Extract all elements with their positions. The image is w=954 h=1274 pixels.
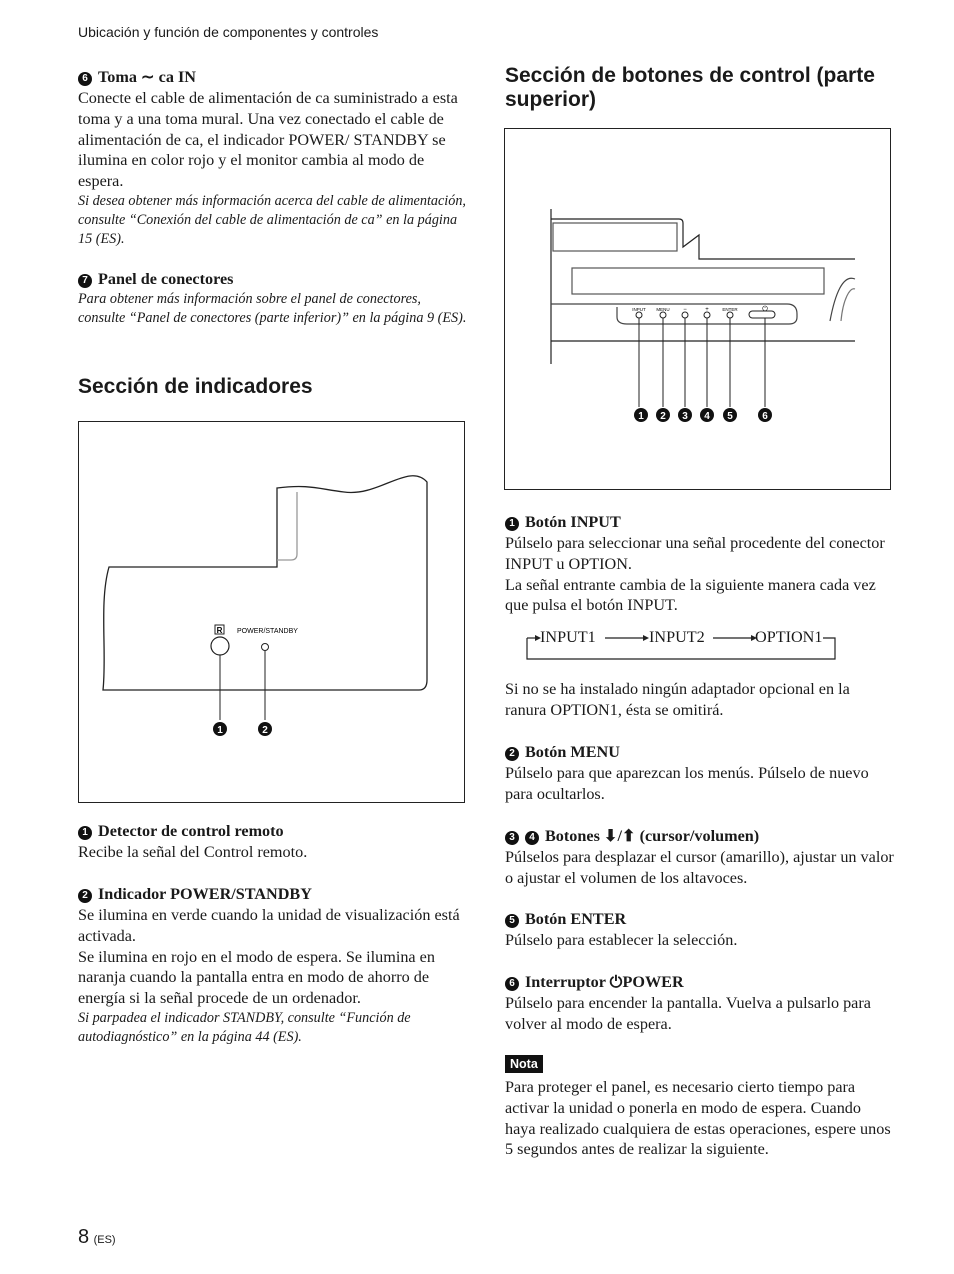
item-power-switch [505, 972, 895, 1035]
item-title-text: Botón MENU [525, 743, 620, 761]
nota-body: Para proteger el panel, es necesario cierto tiempo para activar la unidad o ponerla en modo de espera. Cuando haya realizado cualquiera de estas operaciones, espere unos 5 segundos antes de realizar la siguiente. [505, 1078, 891, 1159]
section-title-indicators: Sección de indicadores [78, 375, 313, 398]
remote-label: R [216, 626, 223, 635]
svg-text:ENTER: ENTER [722, 307, 738, 312]
item-body: Púlselo para seleccionar una señal procedente del conector INPUT u OPTION. [505, 534, 885, 573]
svg-text:1: 1 [638, 411, 644, 422]
svg-text:6: 6 [762, 411, 768, 422]
item-power-indicator [78, 884, 468, 1047]
item-body: Púlselo para encender la pantalla. Vuelva a pulsarlo para volver al modo de espera. [505, 994, 871, 1033]
item-body: Recibe la señal del Control remoto. [78, 843, 308, 861]
item-title-text: Botón INPUT [525, 513, 621, 531]
item-ac-in [78, 67, 468, 249]
callout-badge: 1 [505, 517, 519, 531]
item-input-button [505, 512, 895, 616]
item-note: Si parpadea el indicador STANDBY, consulte “Función de autodiagnóstico” en la página 44 (ES). [78, 1009, 411, 1045]
item-body: Se ilumina en verde cuando la unidad de visualización está activada. [78, 906, 460, 945]
callout-badge: 5 [505, 914, 519, 928]
item-body: Conecte el cable de alimentación de ca suministrado a esta toma y a una toma mural. Una vez conectado el cable de alimentación de ca, el indicador POWER/ STANDBY se ilumina en color rojo y el monitor cambia al modo de espera. [78, 89, 458, 191]
page-number: 8 [78, 1226, 90, 1248]
callout-badge: 2 [78, 889, 92, 903]
callout-badge: 6 [505, 977, 519, 991]
item-title-text: Detector de control remoto [98, 822, 284, 840]
nota-block [505, 1055, 895, 1160]
buttons-figure [504, 128, 891, 490]
running-head: Ubicación y función de componentes y controles [78, 24, 379, 40]
item-body: La señal entrante cambia de la siguiente manera cada vez que pulsa el botón INPUT. [505, 575, 876, 615]
item-remote-detector [78, 821, 468, 863]
item-title [78, 269, 468, 290]
flow-step-3: OPTION1 [755, 628, 823, 646]
item-title-text: Toma ∼ ca IN [98, 68, 196, 86]
item-note: Para obtener más información sobre el panel de conectores, consulte “Panel de conectores (parte inferior)” en la página 9 (ES). [78, 291, 467, 326]
item-title-text: Panel de conectores [98, 270, 234, 288]
item-title-text: Botón ENTER [525, 910, 627, 928]
callout-badge: 6 [78, 72, 92, 86]
power-led-icon [262, 644, 269, 651]
indicator-diagram [79, 422, 464, 802]
svg-text:2: 2 [262, 725, 268, 736]
svg-text:INPUT: INPUT [632, 307, 646, 312]
item-enter-button [505, 909, 895, 951]
svg-text:⏻: ⏻ [762, 305, 768, 313]
buttons-diagram [505, 129, 890, 489]
nota-tag: Nota [505, 1055, 543, 1073]
page-suffix: (ES) [93, 1234, 116, 1246]
callout-badge: 3 [505, 831, 519, 845]
svg-text:4: 4 [704, 411, 710, 422]
power-standby-label: POWER/STANDBY [237, 628, 298, 635]
item-body: Púlselos para desplazar el cursor (amarillo), ajustar un valor o ajustar el volumen de los altavoces. [505, 848, 894, 887]
input-cycle-diagram [505, 627, 835, 659]
item-title-text: Interruptor ⏻POWER [525, 973, 684, 991]
svg-text:MENU: MENU [656, 307, 670, 312]
callout-badge: 1 [78, 826, 92, 840]
page-footer [78, 1226, 116, 1249]
svg-text:1: 1 [217, 725, 223, 736]
svg-text:3: 3 [682, 411, 688, 422]
callout-badge: 4 [525, 831, 539, 845]
indicator-figure [78, 421, 465, 803]
item-menu-button [505, 742, 895, 805]
item-title-text: Botones ⬇/⬆ (cursor/volumen) [545, 827, 760, 845]
item-note: Si desea obtener más información acerca del cable de alimentación, consulte “Conexión del cable de alimentación de ca” en la página 15 (ES). [78, 192, 466, 247]
section-title-buttons: Sección de botones de control (parte superior) [505, 64, 875, 111]
callout-badge: 2 [505, 747, 519, 761]
item-title [78, 67, 468, 88]
svg-text:−: − [683, 307, 687, 313]
item-title-text: Indicador POWER/STANDBY [98, 885, 312, 903]
remote-sensor-icon [211, 637, 229, 655]
svg-text:5: 5 [727, 411, 733, 422]
svg-text:+: + [705, 307, 709, 313]
item-body: Púlselo para establecer la selección. [505, 931, 738, 949]
flow-step-1: INPUT1 [540, 628, 596, 646]
item-body: Se ilumina en rojo en el modo de espera. Se ilumina en naranja cuando la pantalla entra en modo de ahorro de energía si la señal procede de un ordenador. [78, 947, 435, 1008]
option-skip-note: Si no se ha instalado ningún adaptador opcional en la ranura OPTION1, ésta se omitirá. [505, 680, 850, 719]
item-body: Púlselo para que aparezcan los menús. Púlselo de nuevo para ocultarlos. [505, 764, 869, 803]
flow-step-2: INPUT2 [649, 628, 705, 646]
item-connector-panel [78, 269, 468, 328]
callout-badge: 7 [78, 274, 92, 288]
svg-text:2: 2 [660, 411, 666, 422]
item-cursor-buttons [505, 826, 895, 889]
